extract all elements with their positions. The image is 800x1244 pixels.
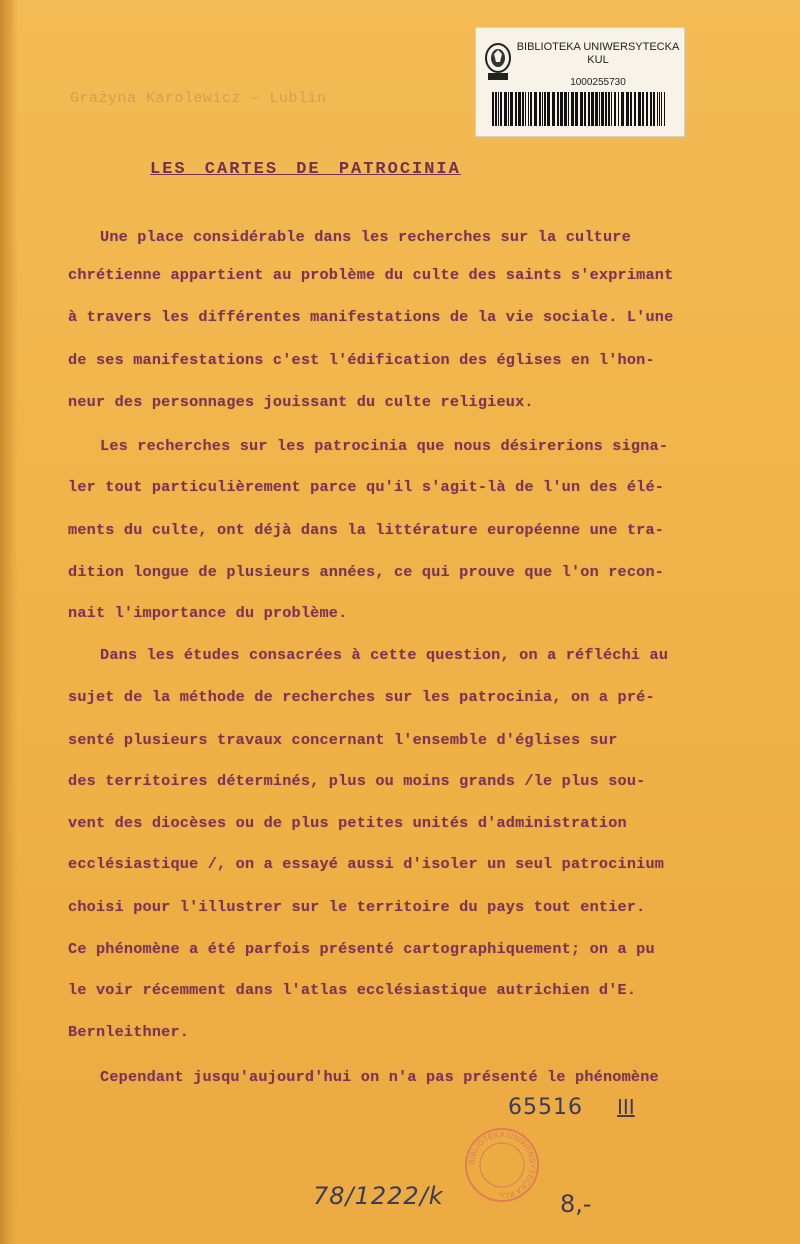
- text-line: sujet de la méthode de recherches sur les patrocinia, on a pré-: [68, 688, 655, 706]
- author-line: Grażyna Karolewicz – Lublin: [70, 90, 327, 107]
- text-line: Dans les études consacrées à cette question, on a réfléchi au: [100, 646, 669, 664]
- price-note: 8,-: [560, 1190, 592, 1218]
- inventory-number: 65516: [508, 1095, 583, 1120]
- text-line: Les recherches sur les patrocinia que nous désirerions signa-: [100, 437, 669, 455]
- text-line: neur des personnages jouissant du culte religieux.: [68, 393, 534, 411]
- library-name: BIBLIOTEKA UNIWERSYTECKA KUL: [516, 41, 680, 66]
- text-line: le voir récemment dans l'atlas ecclésiastique autrichien d'E.: [68, 981, 637, 999]
- library-stamp: [462, 1125, 542, 1205]
- text-line: ecclésiastique /, on a essayé aussi d'isoler un seul patrocinium: [68, 855, 665, 873]
- text-line: Bernleithner.: [68, 1023, 190, 1041]
- text-line: Une place considérable dans les recherches sur la culture: [100, 228, 631, 246]
- barcode: [490, 92, 670, 126]
- kul-seal-icon: [484, 42, 512, 82]
- text-line: vent des diocèses ou de plus petites unités d'administration: [68, 814, 627, 832]
- text-line: senté plusieurs travaux concernant l'ensemble d'églises sur: [68, 731, 618, 749]
- text-line: ler tout particulièrement parce qu'il s'agit-là de l'un des élé-: [68, 478, 665, 496]
- page-edge-shadow: [0, 0, 18, 1244]
- text-line: de ses manifestations c'est l'édification des églises en l'hon-: [68, 351, 655, 369]
- call-number: 78/1222/k: [313, 1182, 444, 1210]
- text-line: chrétienne appartient au problème du culte des saints s'exprimant: [68, 266, 674, 284]
- text-line: nait l'importance du problème.: [68, 604, 348, 622]
- library-label: [475, 27, 685, 137]
- text-line: dition longue de plusieurs années, ce qui prouve que l'on recon-: [68, 563, 665, 581]
- text-line: choisi pour l'illustrer sur le territoire du pays tout entier.: [68, 898, 646, 916]
- page-title: LES CARTES DE PATROCINIA: [150, 160, 461, 179]
- text-line: à travers les différentes manifestations de la vie sociale. L'une: [68, 308, 674, 326]
- library-number: 1000255730: [570, 77, 626, 88]
- svg-text:BIBLIOTEKA UNIWERSYTECKA KUL: [467, 1130, 537, 1200]
- text-line: des territoires déterminés, plus ou moins grands /le plus sou-: [68, 772, 646, 790]
- text-line: ments du culte, ont déjà dans la littérature européenne une tra-: [68, 521, 665, 539]
- text-line: Ce phénomène a été parfois présenté cartographiquement; on a pu: [68, 940, 655, 958]
- roman-numeral: III: [617, 1095, 635, 1119]
- text-line: Cependant jusqu'aujourd'hui on n'a pas présenté le phénomène: [100, 1068, 659, 1086]
- stamp-text: BIBLIOTEKA UNIWERSYTECKA KUL: [466, 1129, 538, 1201]
